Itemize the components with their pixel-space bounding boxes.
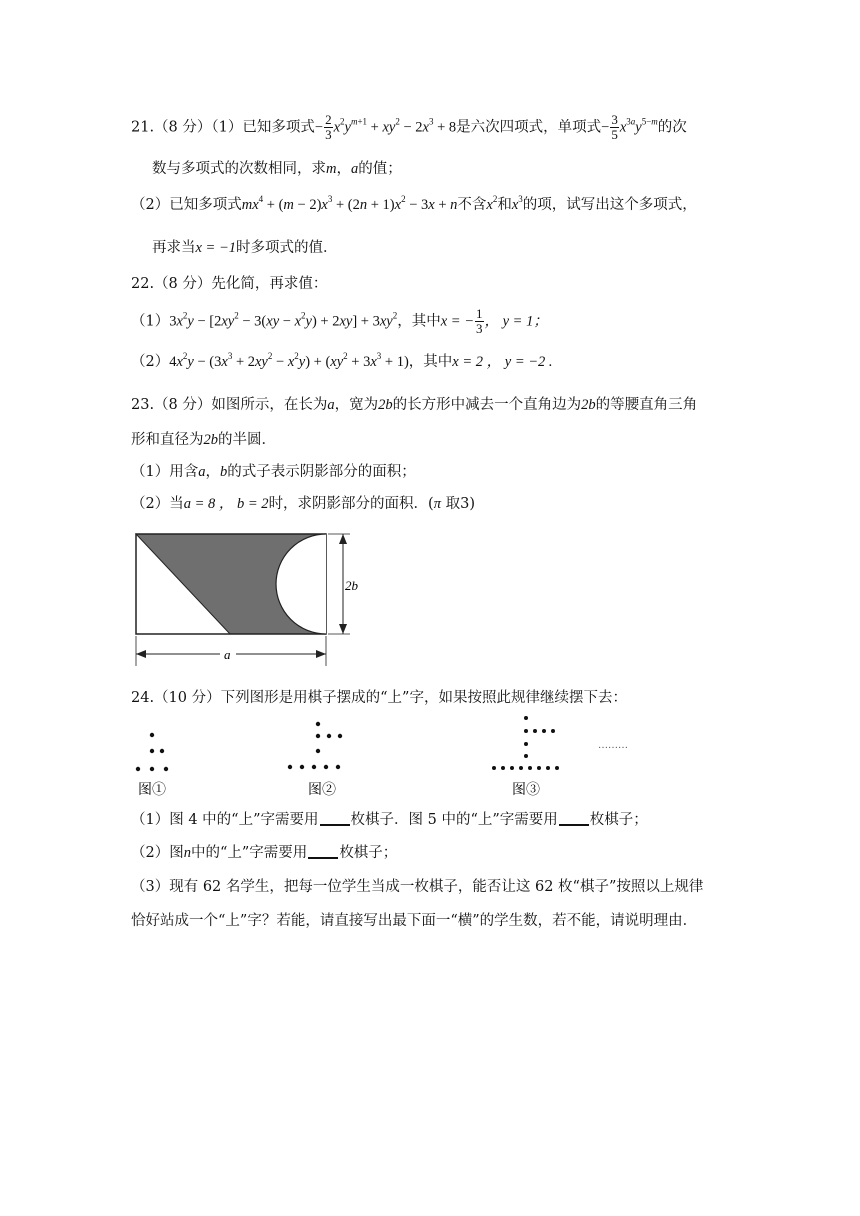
- q24-part3-line2: 恰好站成一个“上”字？若能，请直接写出最下面一“横”的学生数，若不能，请说明理由．: [131, 913, 698, 929]
- arrow-up-icon: [339, 534, 347, 544]
- arrow-right-icon: [316, 650, 326, 658]
- answer-blank: [308, 843, 338, 859]
- fraction-2-3: $\frac{2}{3}$: [325, 112, 332, 142]
- width-label: a: [224, 647, 231, 662]
- q24-part3-line1: （3）现有 62 名学生，把每一位学生当成一枚棋子，能否让这 62 枚“棋子”按照以上规律: [131, 879, 704, 895]
- figure-2-dots: [288, 722, 342, 769]
- q21-line1: 21.（8 分）（1）已知多项式− $\frac{2}{3}$ $x^2y^{m+1} + xy^2 - 2x^3 + 8$是六次四项式，单项式− $\frac{3}{5}$ $x^{3a}y^{5-m}$的次: [131, 112, 687, 142]
- q23-line1: 23.（8 分）如图所示，在长为a，宽为2b的长方形中减去一个直角边为2b的等腰直角三角: [131, 397, 698, 413]
- q22-part2: $(2)4x^2y - (3x^3 + 2xy^2 - x^2y) + (xy^2 + 3x^3 + 1)$，其中x = 2 ， y = −2 .: [131, 351, 553, 370]
- q23-part1: （1）用含a，b的式子表示阴影部分的面积；: [131, 464, 416, 480]
- figure-3-dots: [492, 716, 559, 770]
- q24-part2: （2）图n中的“上”字需要用 枚棋子；: [131, 845, 398, 861]
- figure-2-label: 图②: [308, 783, 336, 798]
- arrow-down-icon: [339, 624, 347, 634]
- q23-part2: （2）当a = 8 ， b = 2时，求阴影部分的面积．(π 取3): [131, 496, 475, 512]
- q22-part1: $(1)3x^2y - [2xy^2 - 3(xy - x^2y) + 2xy] + 3xy^2$，其中x = − $\frac{1}{3}$ ， y = 1；: [131, 306, 548, 336]
- ellipsis: ………: [598, 740, 628, 751]
- q21-line4: 再求当x = −1时多项式的值．: [152, 240, 338, 256]
- q23-rectangle-figure: [128, 526, 368, 674]
- fraction-1-3: $\frac{1}{3}$: [476, 306, 483, 336]
- figure-1-dots: [136, 733, 168, 771]
- answer-blank: [559, 810, 589, 826]
- q24-pattern-figures: [128, 712, 648, 800]
- q21-line2: 数与多项式的次数相同，求m，a的值；: [152, 161, 402, 177]
- arrow-left-icon: [136, 650, 146, 658]
- figure-3-label: 图③: [512, 783, 540, 798]
- q21-part2: （2）已知多项式$mx^4 + (m - 2)x^3 + (2n + 1)x^2 - 3x + n$不含$x^2$和$x^3$的项，试写出这个多项式，: [131, 194, 697, 213]
- q24-heading: 24.（10 分）下列图形是用棋子摆成的“上”字，如果按照此规律继续摆下去：: [131, 690, 627, 706]
- q23-line2: 形和直径为2b的半圆．: [131, 432, 276, 448]
- q24-part1: （1）图 4 中的“上”字需要用 枚棋子．图 5 中的“上”字需要用 枚棋子；: [131, 812, 648, 828]
- figure-1-label: 图①: [138, 783, 166, 798]
- fraction-3-5: $\frac{3}{5}$: [611, 112, 618, 142]
- answer-blank: [320, 810, 350, 826]
- height-label: 2b: [345, 578, 358, 593]
- q22-heading: 22.（8 分）先化简，再求值：: [131, 276, 328, 292]
